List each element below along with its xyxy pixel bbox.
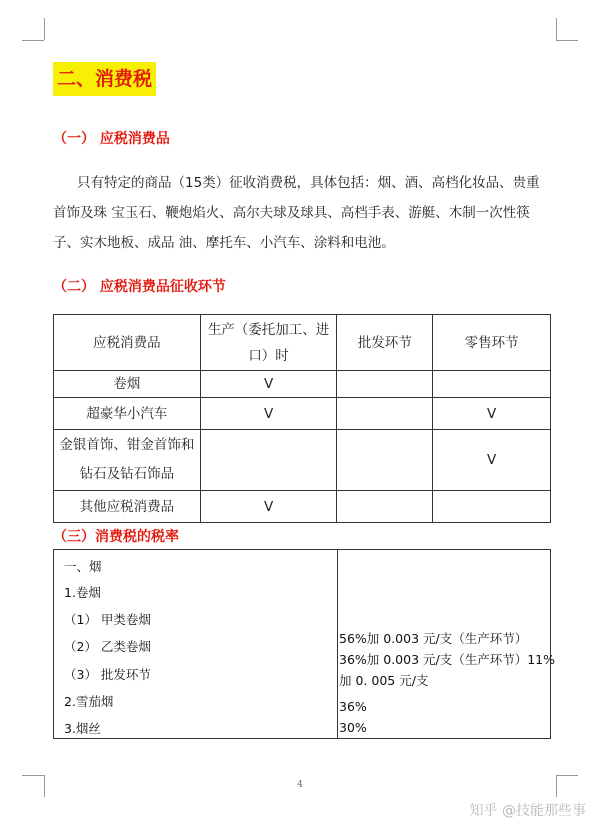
tax-item-line: 2.雪茄烟 (64, 694, 114, 709)
table-cell: 金银首饰、钳金首饰和钻石及钻石饰品 (54, 430, 201, 491)
header-cell: 零售环节 (433, 315, 551, 371)
collection-stage-table (53, 314, 551, 523)
tax-rate-line: 30% (339, 720, 367, 735)
section-heading-collection-stage: （二） 应税消费品征收环节 (53, 279, 226, 295)
page-title: 二、消费税 (53, 62, 156, 96)
table-cell (337, 371, 433, 398)
table-cell: V (200, 491, 337, 523)
tax-item-line: 3.烟丝 (64, 721, 101, 736)
tax-item-line: （3） 批发环节 (64, 667, 151, 682)
table-cell: 卷烟 (54, 371, 201, 398)
body-paragraph-text: 只有特定的商品（15类）征收消费税，具体包括：烟、酒、高档化妆品、贵重首饰及珠 宝玉石、鞭炮焰火、高尔夫球及球具、高档手表、游艇、木制一次性筷子、实木地板、成品 油、摩托车、小汽车、涂料和电池。 (53, 175, 540, 251)
header-cell: 生产（委托加工、进口）时 (200, 315, 337, 371)
table-cell: V (433, 398, 551, 430)
header-cell: 应税消费品 (54, 315, 201, 371)
table-row (54, 491, 551, 523)
table-cell: V (433, 430, 551, 491)
table-header-row (54, 315, 551, 371)
table-row (54, 371, 551, 398)
tax-rate-line: 36%加 0.003 元/支（生产环节）11% (339, 652, 556, 667)
table-row (54, 430, 551, 491)
tax-item-line: 1.卷烟 (64, 585, 101, 600)
tax-item-line: 一、烟 (64, 559, 102, 574)
tax-item-line: （2） 乙类卷烟 (64, 639, 151, 654)
tax-rate-line: 加 0. 005 元/支 (339, 673, 429, 688)
table-row (54, 398, 551, 430)
crop-mark-top-left-v (44, 18, 45, 40)
header-cell: 批发环节 (337, 315, 433, 371)
table-cell (337, 430, 433, 491)
section-heading-taxable-goods: （一） 应税消费品 (53, 131, 170, 147)
crop-mark-top-right-h (556, 40, 578, 41)
table-cell: V (200, 371, 337, 398)
table-cell: 超豪华小汽车 (54, 398, 201, 430)
table-cell (337, 491, 433, 523)
table-cell (200, 430, 337, 491)
crop-mark-bottom-left-h (22, 775, 44, 776)
table-cell (433, 371, 551, 398)
crop-mark-top-right-v (556, 18, 557, 40)
crop-mark-bottom-right-h (556, 775, 578, 776)
tax-item-line: （1） 甲类卷烟 (64, 612, 151, 627)
table-cell (337, 398, 433, 430)
section-heading-tax-rate: （三）消费税的税率 (53, 529, 179, 545)
crop-mark-top-left-h (22, 40, 44, 41)
table-cell (433, 491, 551, 523)
tax-rate-line: 56%加 0.003 元/支（生产环节） (339, 631, 528, 646)
watermark: 知乎 @技能那些事 (469, 803, 586, 819)
body-paragraph (53, 168, 551, 258)
tax-rate-line: 36% (339, 699, 367, 714)
page-number: 4 (297, 780, 303, 790)
table-cell: V (200, 398, 337, 430)
table-cell: 其他应税消费品 (54, 491, 201, 523)
